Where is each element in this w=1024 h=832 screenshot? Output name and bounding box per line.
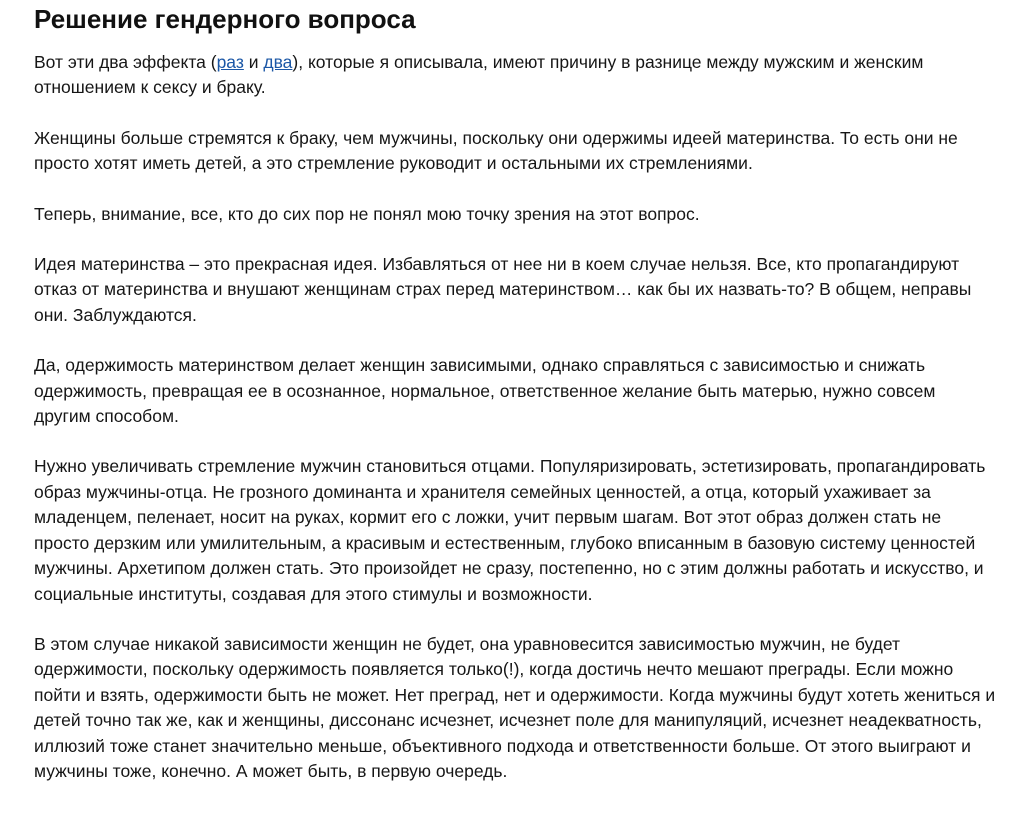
- paragraph-1-text-before: Вот эти два эффекта (: [34, 52, 217, 72]
- paragraph-5: Да, одержимость материнством делает женщин зависимыми, однако справляться с зависимостью и снижать одержимость, превращая ее в осознанное, нормальное, ответственное желание быть матерью, нужно совсем другим способом.: [34, 355, 936, 427]
- paragraph-1-text-between: и: [243, 52, 264, 72]
- paragraph-6: Нужно увеличивать стремление мужчин становиться отцами. Популяризировать, эстетизировать, пропагандировать образ мужчины-отца. Не грозного доминанта и хранителя семейных ценностей, а отца, который ухаживает за младенцем, пеленает, носит на руках, кормит его с ложки, учит первым шагам. Вот этот образ должен стать не просто дерзким или умилительным, а красивым и естественным, глубоко вписанным в базовую систему ценностей мужчины. Архетипом должен стать. Это произойдет не сразу, постепенно, но с этим должны работать и искусство, и социальные институты, создавая для этого стимулы и возможности.: [34, 456, 986, 604]
- paragraph-7: В этом случае никакой зависимости женщин не будет, она уравновесится зависимостью мужчин, не будет одержимости, поскольку одержимость появляется только(!), когда достичь нечто мешают преграды. Если можно пойти и взять, одержимости быть не может. Нет преград, нет и одержимости. Когда мужчины будут хотеть жениться и детей точно так же, как и женщины, диссонанс исчезнет, исчезнет поле для манипуляций, исчезнет неадекватность, иллюзий тоже станет значительно меньше, объективного подхода и ответственности больше. От этого выиграют и мужчины тоже, конечно. А может быть, в первую очередь.: [34, 633, 996, 781]
- article-body: [34, 50, 996, 784]
- link-raz[interactable]: раз: [216, 52, 244, 72]
- paragraph-2: Женщины больше стремятся к браку, чем мужчины, поскольку они одержимы идеей материнства. То есть они не просто хотят иметь детей, а это стремление руководит и остальными их стремлениями.: [34, 127, 958, 174]
- paragraph-4: Идея материнства – это прекрасная идея. Избавляться от нее ни в коем случае нельзя. Все, кто пропагандируют отказ от материнства и внушают женщинам страх перед материнством… как бы их назвать-то? В общем, неправы они. Заблуждаются.: [34, 254, 972, 325]
- link-dva[interactable]: два: [263, 52, 293, 72]
- paragraph-1: [34, 50, 996, 101]
- article-title: Решение гендерного вопроса: [34, 4, 416, 34]
- paragraph-3: Теперь, внимание, все, кто до сих пор не понял мою точку зрения на этот вопрос.: [34, 203, 700, 224]
- paragraph-1-text-after: ), которые я описывала, имеют причину в разнице между мужским и женским отношением к сексу и браку.: [34, 52, 924, 98]
